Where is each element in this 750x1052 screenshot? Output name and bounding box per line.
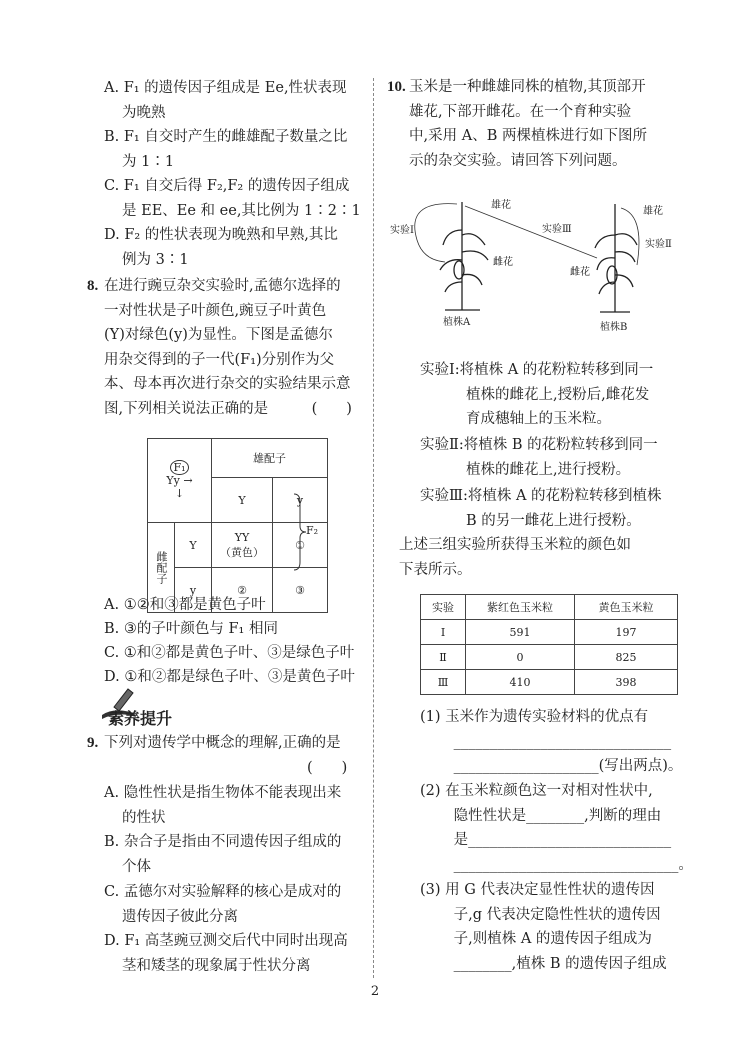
- text-line: ________,植株 B 的遗传因子组成: [420, 955, 667, 972]
- text-line: 子,g 代表决定隐性性状的遗传因: [420, 906, 661, 923]
- q8-stem: [87, 274, 352, 421]
- exp3-arrow: [465, 206, 597, 258]
- text-line: C. ①和②都是黄色子叶、③是绿色子叶: [104, 645, 355, 661]
- text-line: 植株的雌花上,进行授粉。: [466, 461, 631, 478]
- male-gamete: Y: [212, 478, 273, 523]
- column-divider: [373, 78, 374, 978]
- f1-genotype: Yy: [166, 474, 180, 487]
- text-line: 一对性状是子叶颜色,豌豆子叶黄色: [104, 302, 327, 319]
- col-header: 紫红色玉米粒: [466, 595, 575, 620]
- text-line: B. F₁ 自交时产生的雌雄配子数量之比: [104, 129, 348, 145]
- female-gamete: Y: [175, 523, 212, 568]
- label-plant-a: 植株A: [443, 317, 471, 328]
- q9-stem: [87, 731, 348, 780]
- punnett-square: F₁ Yy → ↓ 雄配子 Y y 雌配子 Y YY （黄色） ① y ② ③: [147, 438, 328, 613]
- text-line: 个体: [122, 858, 151, 875]
- text-line: 下列对遗传学中概念的理解,正确的是: [104, 735, 341, 751]
- text-line: 下表所示。: [399, 561, 472, 578]
- text-line: ______________________________: [420, 733, 672, 750]
- label-exp2: 实验Ⅱ: [645, 239, 672, 250]
- sub-question-2[interactable]: [420, 779, 693, 877]
- text-line: (Y)对绿色(y)为显性。下图是孟德尔: [104, 327, 333, 343]
- cell: Ⅱ: [421, 645, 466, 670]
- experiment-2: [420, 433, 658, 482]
- plant-b-illustration: [595, 204, 637, 312]
- text-line: A. F₁ 的遗传因子组成是 Ee,性状表现: [104, 80, 347, 96]
- text-line: 隐性性状是________,判断的理由: [420, 807, 662, 824]
- cell: 0: [466, 645, 575, 670]
- label-plant-b: 植株B: [600, 322, 628, 333]
- text-line: 上述三组实验所获得玉米粒的颜色如: [399, 537, 631, 553]
- male-gametes-header: 雄配子: [212, 439, 328, 478]
- text-line: 的性状: [122, 809, 166, 826]
- text-line: D. F₁ 高茎豌豆测交后代中同时出现高: [104, 933, 348, 949]
- label-male-flower-a: 雄花: [491, 200, 511, 211]
- table-row: [421, 620, 678, 645]
- text-line: ( ): [104, 759, 348, 776]
- male-gamete: y: [273, 478, 328, 523]
- text-line: 植株的雌花上,授粉后,雌花发: [466, 386, 650, 403]
- col-header: 实验: [421, 595, 466, 620]
- plant-a-illustration: [440, 202, 488, 310]
- cell-yy: [212, 523, 273, 568]
- cell: 410: [466, 670, 575, 695]
- text-line: (1) 玉米作为遗传实验材料的优点有: [420, 709, 649, 725]
- text-line: 玉米是一种雌雄同株的植物,其顶部开: [409, 79, 646, 95]
- cell: 825: [575, 645, 678, 670]
- text-line: D. F₂ 的性状表现为晚熟和早熟,其比: [104, 227, 338, 243]
- text-line: 例为 3∶1: [122, 251, 189, 268]
- q8-option-d: [104, 665, 355, 690]
- label-exp1: 实验Ⅰ: [390, 225, 414, 236]
- text-line: (3) 用 G 代表决定显性性状的遗传因: [420, 882, 655, 898]
- q8-number: 8.: [87, 278, 99, 294]
- female-gametes-header: 雌配子: [148, 523, 175, 613]
- text-line: C. 孟德尔对实验解释的核心是成对的: [104, 884, 342, 900]
- f2-label: F₂: [306, 524, 319, 537]
- text-line: 子,则植株 A 的遗传因子组成为: [420, 931, 652, 947]
- text-line: 遗传因子彼此分离: [122, 908, 238, 925]
- text-line: D. ①和②都是绿色子叶、③是黄色子叶: [104, 669, 355, 685]
- q10-stem: [387, 75, 647, 173]
- text-line: 实验Ⅰ:将植株 A 的花粉粒转移到同一: [420, 362, 654, 378]
- experiment-3: [420, 484, 662, 533]
- corn-color-table: [420, 594, 678, 695]
- text-line: 育成穗轴上的玉米粒。: [466, 411, 611, 427]
- cell-1: ①: [273, 523, 328, 568]
- cell-genotype: YY: [234, 530, 250, 544]
- f1-label: F₁: [170, 460, 188, 475]
- text-line: ____________________(写出两点)。: [420, 758, 683, 774]
- text-line: 在进行豌豆杂交实验时,孟德尔选择的: [104, 278, 341, 294]
- q10-number: 10.: [387, 79, 406, 95]
- text-line: B 的另一雌花上进行授粉。: [466, 512, 641, 529]
- cell: Ⅰ: [421, 620, 466, 645]
- page-number: 2: [370, 984, 380, 999]
- cell: 591: [466, 620, 575, 645]
- text-line: 图,下列相关说法正确的是 ( ): [104, 400, 352, 417]
- cell: Ⅲ: [421, 670, 466, 695]
- text-line: 雄花,下部开雌花。在一个育种实验: [409, 103, 632, 120]
- text-line: 为晚熟: [122, 104, 166, 121]
- text-line: C. F₁ 自交后得 F₂,F₂ 的遗传因子组成: [104, 178, 350, 194]
- text-line: 实验Ⅱ:将植株 B 的花粉粒转移到同一: [420, 437, 658, 453]
- experiment-1: [420, 358, 653, 432]
- q8-option-a: [104, 593, 266, 618]
- text-line: 示的杂交实验。请回答下列问题。: [409, 152, 627, 169]
- q9-option-b: [104, 830, 341, 879]
- text-line: 茎和矮茎的现象属于性状分离: [122, 957, 311, 974]
- label-male-flower-b: 雄花: [643, 206, 663, 217]
- label-female-flower-b: 雌花: [570, 267, 590, 278]
- q9-option-d: [104, 929, 348, 978]
- corn-experiment-figure: [385, 190, 685, 340]
- q8-option-b: [104, 617, 278, 642]
- text-line: B. ③的子叶颜色与 F₁ 相同: [104, 621, 278, 637]
- text-line: 中,采用 A、B 两棵植株进行如下图所: [409, 128, 647, 144]
- sub-question-3[interactable]: [420, 878, 667, 976]
- text-line: 本、母本再次进行杂交的实验结果示意: [104, 376, 351, 392]
- female-gamete: y: [175, 568, 212, 613]
- q7-option-b: [104, 125, 347, 174]
- label-female-flower-a: 雌花: [493, 257, 513, 268]
- cell-phenotype: （黄色）: [220, 545, 264, 559]
- q9-number: 9.: [87, 735, 99, 751]
- text-line: 是____________________________: [420, 832, 672, 848]
- table-row: [421, 645, 678, 670]
- q7-option-d: [104, 223, 338, 272]
- summary-text: [399, 533, 631, 582]
- table-row: [421, 670, 678, 695]
- q7-option-a: [104, 76, 347, 125]
- q8-option-c: [104, 641, 354, 666]
- section-title: 素养提升: [108, 709, 173, 728]
- cell: 398: [575, 670, 678, 695]
- text-line: 实验Ⅲ:将植株 A 的花粉粒转移到植株: [420, 488, 662, 504]
- text-line: A. ①②和③都是黄色子叶: [104, 597, 266, 613]
- q7-option-c: [104, 174, 361, 223]
- label-exp3: 实验Ⅲ: [542, 224, 572, 235]
- q9-option-a: [104, 781, 341, 830]
- q9-option-c: [104, 880, 341, 929]
- col-header: 黄色玉米粒: [575, 595, 678, 620]
- cell-2: ②: [212, 568, 273, 613]
- cell: 197: [575, 620, 678, 645]
- text-line: B. 杂合子是指由不同遗传因子组成的: [104, 834, 342, 850]
- sub-question-1[interactable]: [420, 705, 682, 779]
- cell-3: ③: [273, 568, 328, 613]
- text-line: 用杂交得到的子一代(F₁)分别作为父: [104, 351, 335, 368]
- text-line: A. 隐性性状是指生物体不能表现出来: [104, 785, 342, 801]
- text-line: _______________________________。: [420, 856, 693, 873]
- text-line: (2) 在玉米粒颜色这一对相对性状中,: [420, 783, 653, 799]
- text-line: 是 EE、Ee 和 ee,其比例为 1∶2∶1: [122, 202, 361, 219]
- text-line: 为 1∶1: [122, 153, 175, 170]
